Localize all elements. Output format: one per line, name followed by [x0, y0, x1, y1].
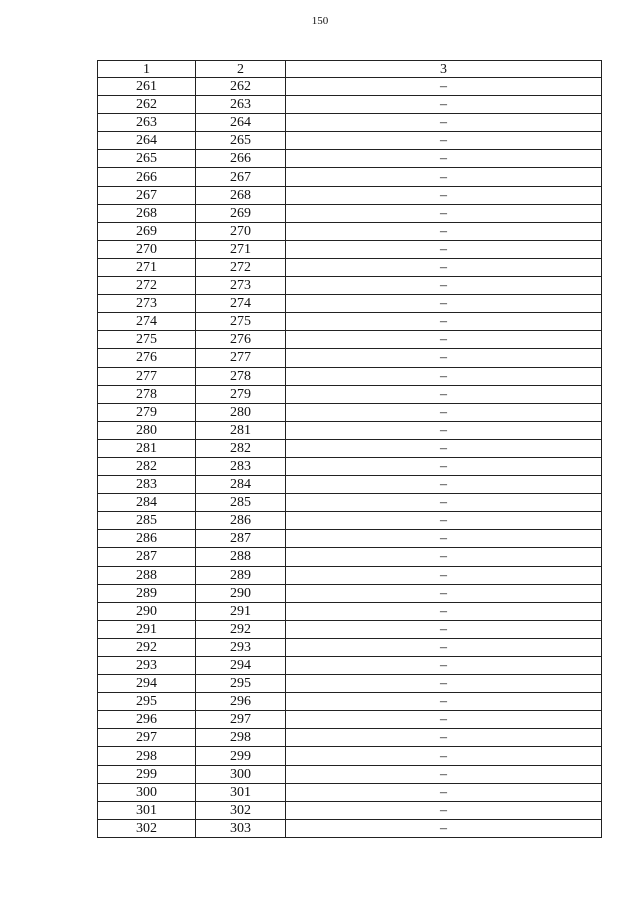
table-row: [98, 96, 602, 114]
table-cell-col-2: 270: [196, 222, 286, 240]
table-row: [98, 476, 602, 494]
table-cell-col-2: 274: [196, 295, 286, 313]
table-cell-col-1: 269: [98, 222, 196, 240]
table-cell-col-1: 283: [98, 476, 196, 494]
table-row: [98, 132, 602, 150]
table-cell-col-3: –: [286, 512, 602, 530]
table-cell-col-1: 270: [98, 240, 196, 258]
table-cell-col-1: 293: [98, 657, 196, 675]
table-cell-col-1: 266: [98, 168, 196, 186]
table-cell-col-1: 274: [98, 313, 196, 331]
table-cell-col-2: 291: [196, 602, 286, 620]
table-cell-col-1: 290: [98, 602, 196, 620]
table-cell-col-1: 302: [98, 819, 196, 837]
table-row: [98, 277, 602, 295]
table-cell-col-2: 266: [196, 150, 286, 168]
table-cell-col-3: –: [286, 222, 602, 240]
table-cell-col-3: –: [286, 729, 602, 747]
table-cell-col-2: 275: [196, 313, 286, 331]
table-cell-col-1: 273: [98, 295, 196, 313]
table-row: [98, 349, 602, 367]
table-row: [98, 657, 602, 675]
table-cell-col-3: –: [286, 657, 602, 675]
table-cell-col-2: 303: [196, 819, 286, 837]
table-cell-col-2: 293: [196, 638, 286, 656]
table-row: [98, 222, 602, 240]
table-row: [98, 530, 602, 548]
table-cell-col-1: 289: [98, 584, 196, 602]
table-cell-col-2: 273: [196, 277, 286, 295]
table-row: [98, 295, 602, 313]
table-cell-col-3: –: [286, 620, 602, 638]
table-cell-col-3: –: [286, 132, 602, 150]
table-cell-col-2: 277: [196, 349, 286, 367]
table-cell-col-3: –: [286, 548, 602, 566]
table-row: [98, 313, 602, 331]
column-header-1: 1: [98, 61, 196, 78]
table-row: [98, 747, 602, 765]
table-cell-col-3: –: [286, 78, 602, 96]
table-cell-col-2: 286: [196, 512, 286, 530]
table-cell-col-3: –: [286, 367, 602, 385]
table-cell-col-3: –: [286, 240, 602, 258]
table-row: [98, 114, 602, 132]
table-cell-col-1: 296: [98, 711, 196, 729]
table-cell-col-1: 267: [98, 186, 196, 204]
table-row: [98, 421, 602, 439]
table-row: [98, 801, 602, 819]
table-cell-col-2: 279: [196, 385, 286, 403]
table-row: [98, 186, 602, 204]
table-cell-col-3: –: [286, 566, 602, 584]
table-cell-col-2: 292: [196, 620, 286, 638]
table-cell-col-3: –: [286, 258, 602, 276]
table-cell-col-1: 284: [98, 494, 196, 512]
table-cell-col-3: –: [286, 747, 602, 765]
table-row: [98, 675, 602, 693]
table-cell-col-1: 286: [98, 530, 196, 548]
column-header-2: 2: [196, 61, 286, 78]
table-cell-col-2: 283: [196, 457, 286, 475]
table-cell-col-2: 278: [196, 367, 286, 385]
table-cell-col-1: 287: [98, 548, 196, 566]
table-cell-col-3: –: [286, 186, 602, 204]
table-cell-col-3: –: [286, 439, 602, 457]
table-cell-col-1: 291: [98, 620, 196, 638]
table-row: [98, 78, 602, 96]
table-row: [98, 548, 602, 566]
table-cell-col-2: 281: [196, 421, 286, 439]
table-cell-col-1: 297: [98, 729, 196, 747]
table-cell-col-3: –: [286, 403, 602, 421]
table-row: [98, 367, 602, 385]
table-cell-col-1: 298: [98, 747, 196, 765]
table-cell-col-2: 302: [196, 801, 286, 819]
table-cell-col-3: –: [286, 204, 602, 222]
table-cell-col-3: –: [286, 693, 602, 711]
table-body: [98, 78, 602, 838]
table-row: [98, 693, 602, 711]
table-cell-col-2: 285: [196, 494, 286, 512]
table-cell-col-1: 299: [98, 765, 196, 783]
table-row: [98, 240, 602, 258]
table-cell-col-1: 282: [98, 457, 196, 475]
table-row: [98, 439, 602, 457]
table-cell-col-3: –: [286, 765, 602, 783]
table-cell-col-1: 279: [98, 403, 196, 421]
table-cell-col-3: –: [286, 457, 602, 475]
table-cell-col-3: –: [286, 295, 602, 313]
table-row: [98, 711, 602, 729]
table-cell-col-2: 289: [196, 566, 286, 584]
table-cell-col-2: 297: [196, 711, 286, 729]
table-row: [98, 494, 602, 512]
table-cell-col-3: –: [286, 584, 602, 602]
table-cell-col-3: –: [286, 783, 602, 801]
table-cell-col-2: 265: [196, 132, 286, 150]
column-header-3: 3: [286, 61, 602, 78]
table-cell-col-1: 294: [98, 675, 196, 693]
table-cell-col-1: 265: [98, 150, 196, 168]
table-cell-col-2: 269: [196, 204, 286, 222]
table-cell-col-3: –: [286, 331, 602, 349]
table-row: [98, 512, 602, 530]
table-cell-col-3: –: [286, 277, 602, 295]
table-cell-col-1: 262: [98, 96, 196, 114]
table-cell-col-3: –: [286, 150, 602, 168]
table-row: [98, 457, 602, 475]
table-cell-col-3: –: [286, 349, 602, 367]
table-cell-col-2: 268: [196, 186, 286, 204]
table-cell-col-2: 264: [196, 114, 286, 132]
table-cell-col-2: 280: [196, 403, 286, 421]
table-cell-col-1: 288: [98, 566, 196, 584]
table-cell-col-2: 272: [196, 258, 286, 276]
page-number: 150: [311, 15, 329, 27]
table-row: [98, 204, 602, 222]
table-cell-col-1: 272: [98, 277, 196, 295]
table-row: [98, 168, 602, 186]
table-cell-col-1: 268: [98, 204, 196, 222]
table-cell-col-1: 276: [98, 349, 196, 367]
table-cell-col-1: 275: [98, 331, 196, 349]
table-cell-col-1: 263: [98, 114, 196, 132]
table-cell-col-2: 294: [196, 657, 286, 675]
table-cell-col-2: 271: [196, 240, 286, 258]
table-cell-col-2: 282: [196, 439, 286, 457]
table-cell-col-2: 296: [196, 693, 286, 711]
table-cell-col-2: 263: [196, 96, 286, 114]
table-row: [98, 331, 602, 349]
table-row: [98, 819, 602, 837]
table-cell-col-2: 298: [196, 729, 286, 747]
table-row: [98, 729, 602, 747]
table-cell-col-3: –: [286, 96, 602, 114]
table-cell-col-1: 292: [98, 638, 196, 656]
table-cell-col-1: 280: [98, 421, 196, 439]
table-cell-col-2: 301: [196, 783, 286, 801]
data-table: [97, 60, 602, 838]
table-cell-col-3: –: [286, 494, 602, 512]
table-cell-col-3: –: [286, 168, 602, 186]
table-cell-col-3: –: [286, 385, 602, 403]
table-row: [98, 403, 602, 421]
table-row: [98, 783, 602, 801]
table-cell-col-2: 290: [196, 584, 286, 602]
table-row: [98, 602, 602, 620]
table-cell-col-1: 301: [98, 801, 196, 819]
table-cell-col-1: 261: [98, 78, 196, 96]
table-cell-col-1: 295: [98, 693, 196, 711]
table-row: [98, 765, 602, 783]
table-cell-col-2: 276: [196, 331, 286, 349]
table-row: [98, 620, 602, 638]
table-cell-col-1: 271: [98, 258, 196, 276]
table-row: [98, 584, 602, 602]
table-row: [98, 258, 602, 276]
table-cell-col-2: 300: [196, 765, 286, 783]
table-cell-col-1: 281: [98, 439, 196, 457]
table-cell-col-1: 278: [98, 385, 196, 403]
table-cell-col-3: –: [286, 711, 602, 729]
table-cell-col-3: –: [286, 801, 602, 819]
table-row: [98, 150, 602, 168]
table-cell-col-3: –: [286, 114, 602, 132]
table-cell-col-3: –: [286, 638, 602, 656]
table-row: [98, 385, 602, 403]
table-cell-col-2: 267: [196, 168, 286, 186]
table-cell-col-3: –: [286, 819, 602, 837]
table-cell-col-1: 264: [98, 132, 196, 150]
table-cell-col-2: 262: [196, 78, 286, 96]
table-cell-col-3: –: [286, 421, 602, 439]
table-row: [98, 638, 602, 656]
table-cell-col-1: 277: [98, 367, 196, 385]
table-cell-col-2: 295: [196, 675, 286, 693]
table-header-row: [98, 61, 602, 78]
table-cell-col-3: –: [286, 313, 602, 331]
table-cell-col-3: –: [286, 530, 602, 548]
table-cell-col-2: 299: [196, 747, 286, 765]
table-row: [98, 566, 602, 584]
table-cell-col-3: –: [286, 602, 602, 620]
table-cell-col-2: 284: [196, 476, 286, 494]
table-cell-col-1: 300: [98, 783, 196, 801]
table-cell-col-2: 288: [196, 548, 286, 566]
table-cell-col-2: 287: [196, 530, 286, 548]
table-cell-col-3: –: [286, 476, 602, 494]
table-cell-col-3: –: [286, 675, 602, 693]
table-cell-col-1: 285: [98, 512, 196, 530]
